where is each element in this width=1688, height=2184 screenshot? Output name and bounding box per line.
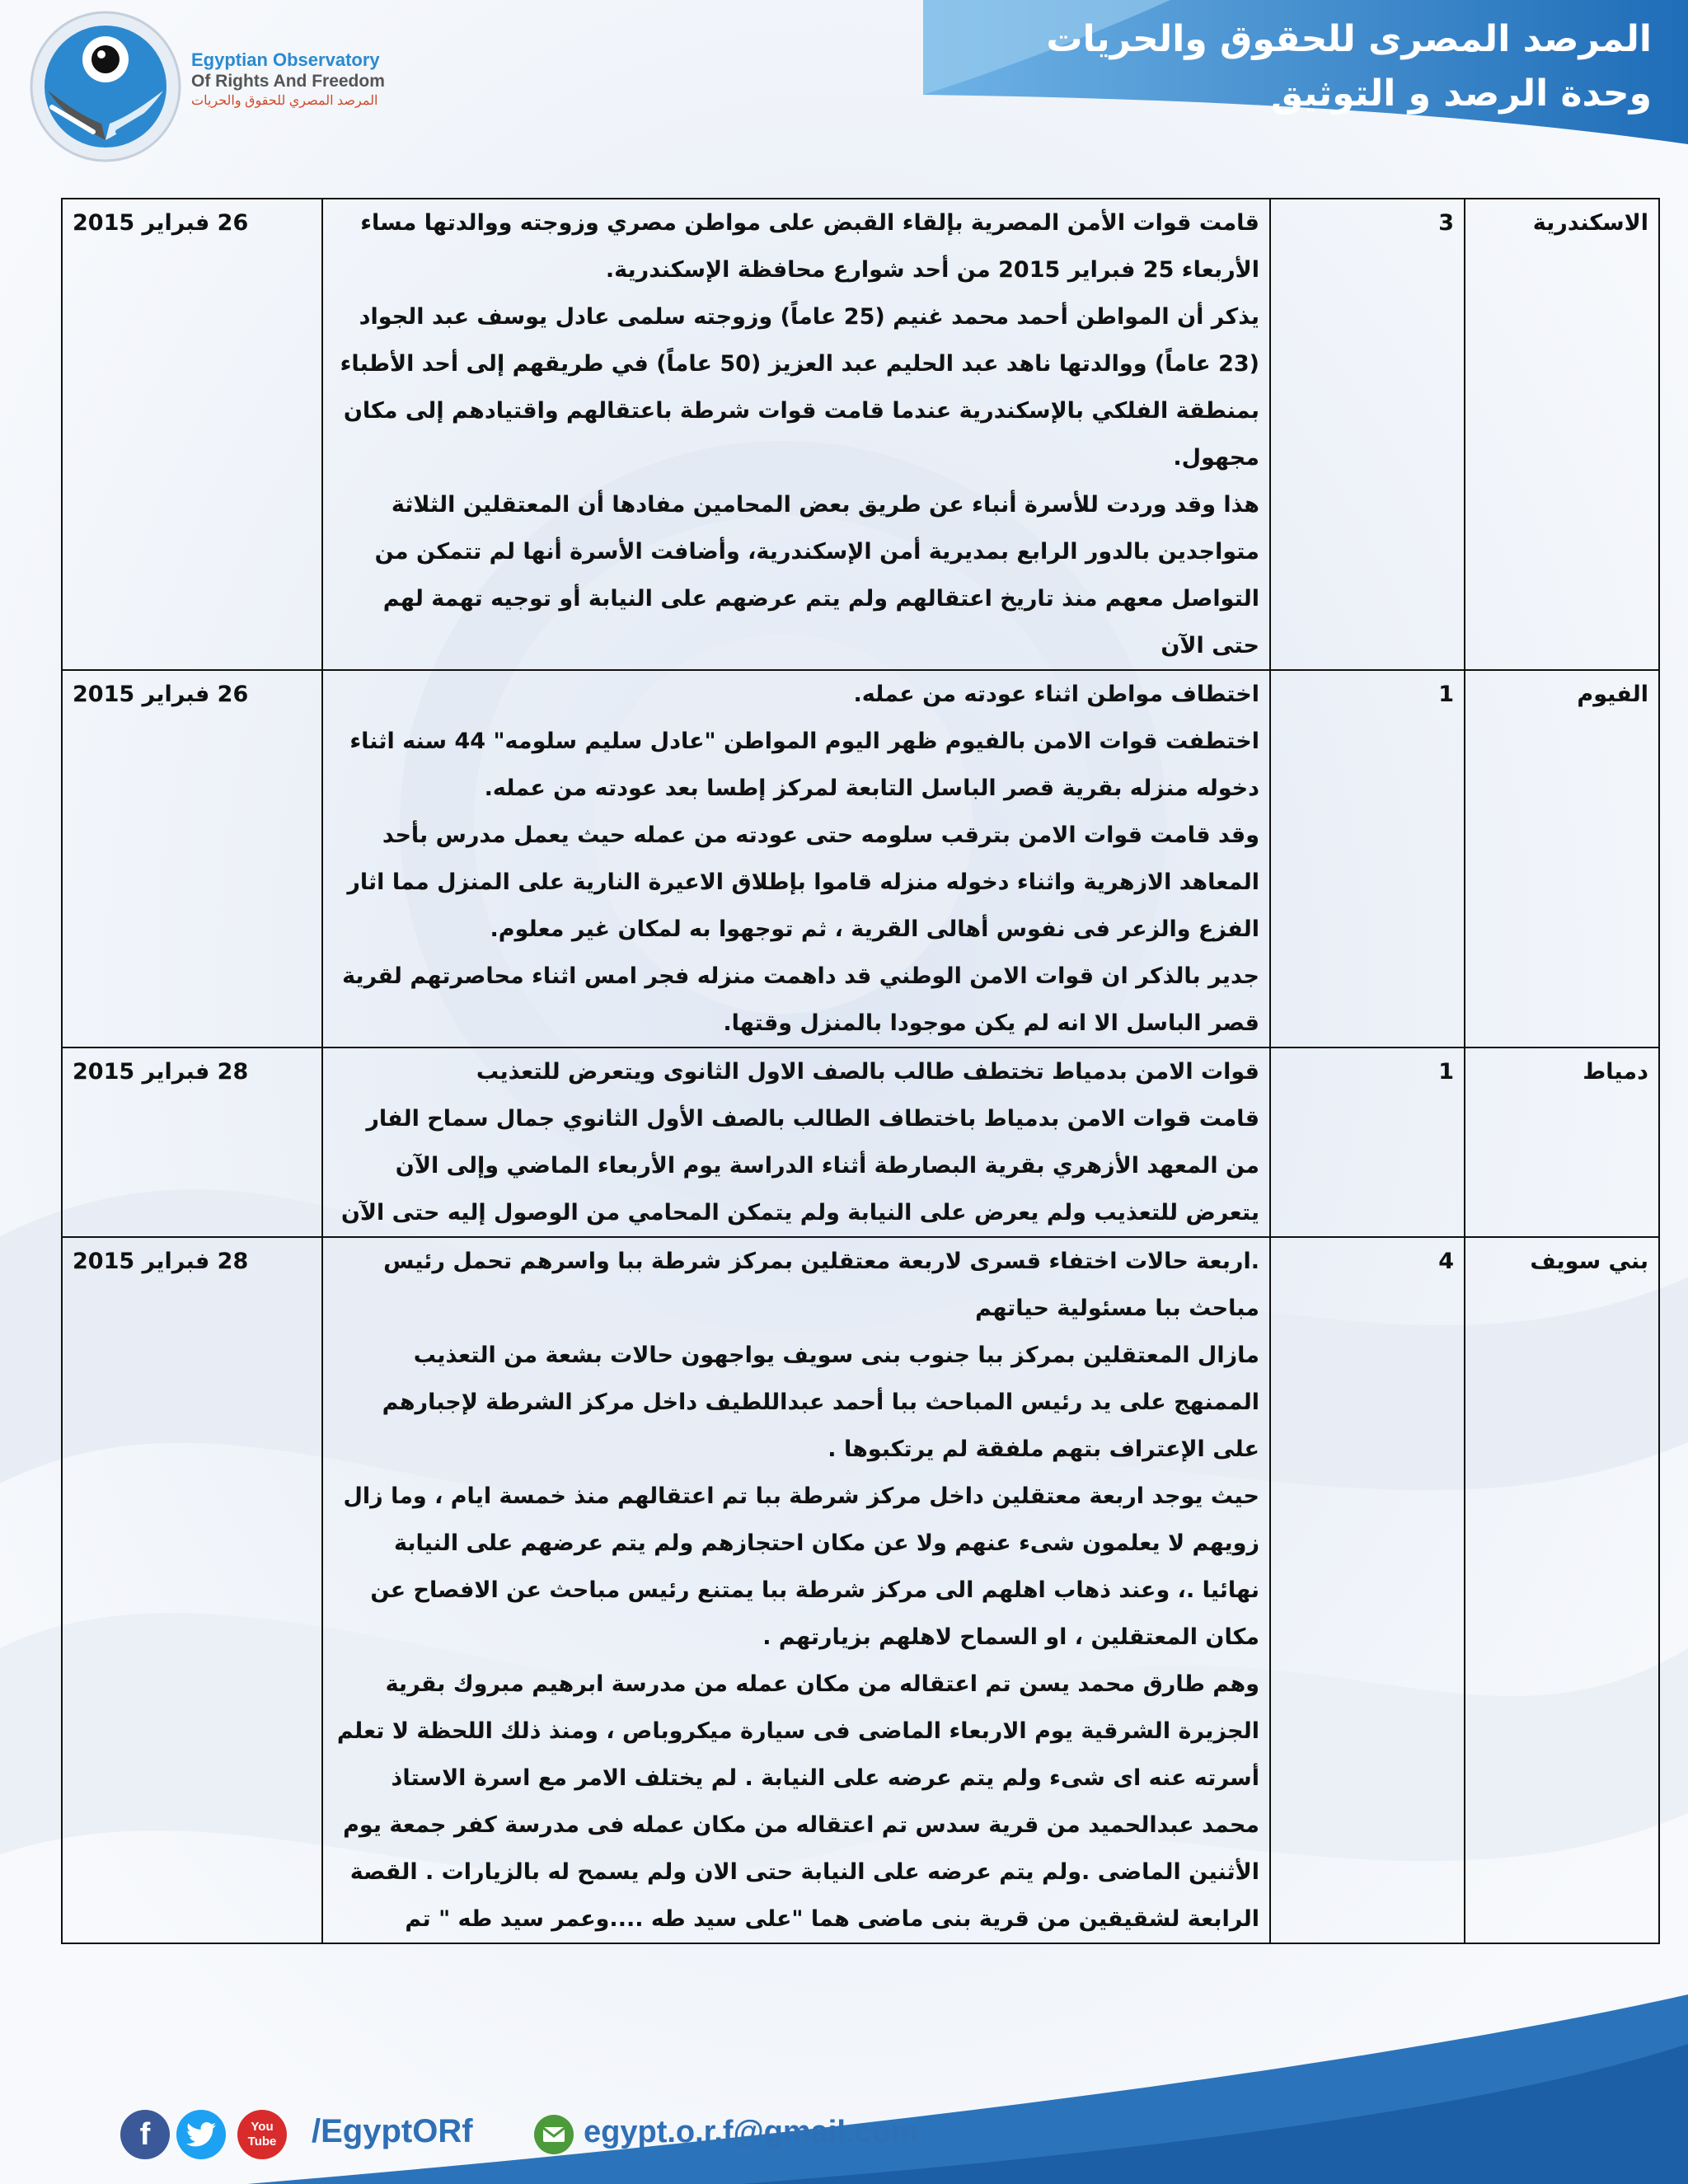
detail-paragraph: وقد قامت قوات الامن بترقب سلومه حتى عودته من عمله حيث يعمل مدرس بأحد المعاهد الازهرية واثناء دخوله منزله قاموا بإطلاق الاعيرة النارية على المنزل مما اثار الفزع والزعر فى نفوس أهالى القرية ، ثم توجهوا به لمكان غير معلوم. [347,823,1259,942]
cell-count: 3 [1270,199,1465,670]
table-row [62,1237,1659,1943]
email-link[interactable]: egypt.o.r.f@gmail.com [584,2115,919,2149]
footer [0,2110,1688,2159]
logo-name-ar: المرصد المصري للحقوق والحريات [191,94,378,108]
logo-text [191,49,385,110]
youtube-label-top: You [251,2120,274,2134]
logo-emblem-icon [23,8,196,165]
cell-date: 26 فبراير 2015 [62,199,322,670]
detail-paragraph: يذكر أن المواطن أحمد محمد غنيم (25 عاماً) وزوجته سلمى عادل يوسف عبد الجواد (23 عاماً) ووالدتها ناهد عبد الحليم عبد العزيز (50 عاماً) في طريقهم إلى أحد الأطباء بمنطقة الفلكي بالإسكندرية عندما قامت قوات شرطة باعتقالهم واقتيادهم إلى مكان مجهول. [340,304,1259,471]
cell-details [322,1237,1270,1943]
cell-details [322,199,1270,670]
cell-count: 1 [1270,1047,1465,1237]
cell-count: 4 [1270,1237,1465,1943]
facebook-icon[interactable]: f [120,2110,170,2159]
logo-name-en-line1: Egyptian Observatory [191,49,380,70]
org-subtitle: وحدة الرصد و التوثيق [1271,73,1652,115]
report-table [61,198,1660,1944]
table-row [62,199,1659,670]
table-row [62,1047,1659,1237]
detail-paragraph: جدير بالذكر ان قوات الامن الوطني قد داهمت منزله فجر امس اثناء محاصرتهم لقرية قصر الباسل الا انه لم يكن موجودا بالمنزل وقتها. [342,963,1259,1036]
cell-governorate: بني سويف [1465,1237,1659,1943]
cell-details [322,1047,1270,1237]
twitter-bird-icon [186,2122,216,2147]
detail-paragraph: .اربعة حالات اختفاء قسرى لاربعة معتقلين بمركز شرطة ببا واسرهم تحمل رئيس مباحث ببا مسئولية حياتهم [383,1249,1259,1321]
detail-paragraph: اختطاف مواطن اثناء عودته من عمله. [853,682,1259,707]
cell-count: 1 [1270,670,1465,1047]
org-title: المرصد المصرى للحقوق والحريات [1046,18,1652,60]
youtube-icon[interactable] [237,2110,287,2159]
cell-details [322,670,1270,1047]
detail-paragraph: قوات الامن بدمياط تختطف طالب بالصف الاول الثانوى ويتعرض للتعذيب [476,1059,1259,1085]
detail-paragraph: اختطفت قوات الامن بالفيوم ظهر اليوم المواطن "عادل سليم سلومه" 44 سنه اثناء دخوله منزله بقرية قصر الباسل التابعة لمركز إطسا بعد عودته من عمله. [349,729,1259,801]
cell-date: 28 فبراير 2015 [62,1047,322,1237]
detail-paragraph: قامت قوات الأمن المصرية بإلقاء القبض على مواطن مصري وزوجته ووالدتها مساء الأربعاء 25 فبراير 2015 من أحد شوارع محافظة الإسكندرية. [360,210,1259,283]
social-handle-link[interactable]: /EgyptORf [312,2113,473,2149]
cell-governorate: الفيوم [1465,670,1659,1047]
cell-governorate: الاسكندرية [1465,199,1659,670]
logo-name-en-line2: Of Rights And Freedom [191,72,385,91]
youtube-label-bottom: Tube [247,2135,277,2149]
detail-paragraph: مازال المعتقلين بمركز ببا جنوب بنى سويف يواجهون حالات بشعة من التعذيب الممنهج على يد رئيس المباحث ببا أحمد عبداللطيف داخل مركز الشرطة لإجبارهم على الإعتراف بتهم ملفقة لم يرتكبوها . [382,1343,1259,1462]
email-icon [534,2115,574,2154]
twitter-icon[interactable] [176,2110,226,2159]
detail-paragraph: قامت قوات الامن بدمياط باختطاف الطالب بالصف الأول الثانوي جمال سماح الفار من المعهد الأزهري بقرية البصارطة أثناء الدراسة يوم الأربعاء الماضي وإلى الآن يتعرض للتعذيب ولم يعرض على النيابة ولم يتمكن المحامي من الوصول إليه حتى الآن [340,1106,1259,1226]
detail-paragraph: هذا وقد وردت للأسرة أنباء عن طريق بعض المحامين مفادها أن المعتقلين الثلاثة متواجدين بالدور الرابع بمديرية أمن الإسكندرية، وأضافت الأسرة أنها لم تتمكن من التواصل معهم منذ تاريخ اعتقالهم ولم يتم عرضهم على النيابة أو توجيه تهمة لهم حتى الآن [374,492,1259,658]
cell-governorate: دمياط [1465,1047,1659,1237]
cell-date: 28 فبراير 2015 [62,1237,322,1943]
detail-paragraph: حيث يوجد اربعة معتقلين داخل مركز شرطة ببا تم اعتقالهم منذ خمسة ايام ، وما زال زويهم لا يعلمون شىء عنهم ولا عن مكان احتجازهم ولم يتم عرضهم على النيابة نهائيا .، وعند ذهاب اهلهم الى مركز شرطة ببا يمتنع رئيس مباحث عن الافصاح عن مكان المعتقلين ، او السماح لاهلهم بزيارتهم . [343,1483,1259,1650]
table-row [62,670,1659,1047]
envelope-icon [534,2115,574,2154]
cell-date: 26 فبراير 2015 [62,670,322,1047]
detail-paragraph: وهم طارق محمد يسن تم اعتقاله من مكان عمله من مدرسة ابرهيم مبروك بقرية الجزيرة الشرقية يوم الاربعاء الماضى فى سيارة ميكروباص ، ومنذ ذلك اللحظة لا تعلم أسرته عنه اى شىء ولم يتم عرضه على النيابة . لم يختلف الامر مع اسرة الاستاذ محمد عبدالحميد من قرية سدس تم اعتقاله من مكان عمله فى مدرسة كفر جمعة يوم الأثنين الماضى .ولم يتم عرضه على النيابة حتى الان ولم يسمح له بالزيارات . القصة الرابعة لشقيقين من قرية بنى ماضى هما "على سيد طه ....وعمر سيد طه " تم [336,1671,1259,1932]
